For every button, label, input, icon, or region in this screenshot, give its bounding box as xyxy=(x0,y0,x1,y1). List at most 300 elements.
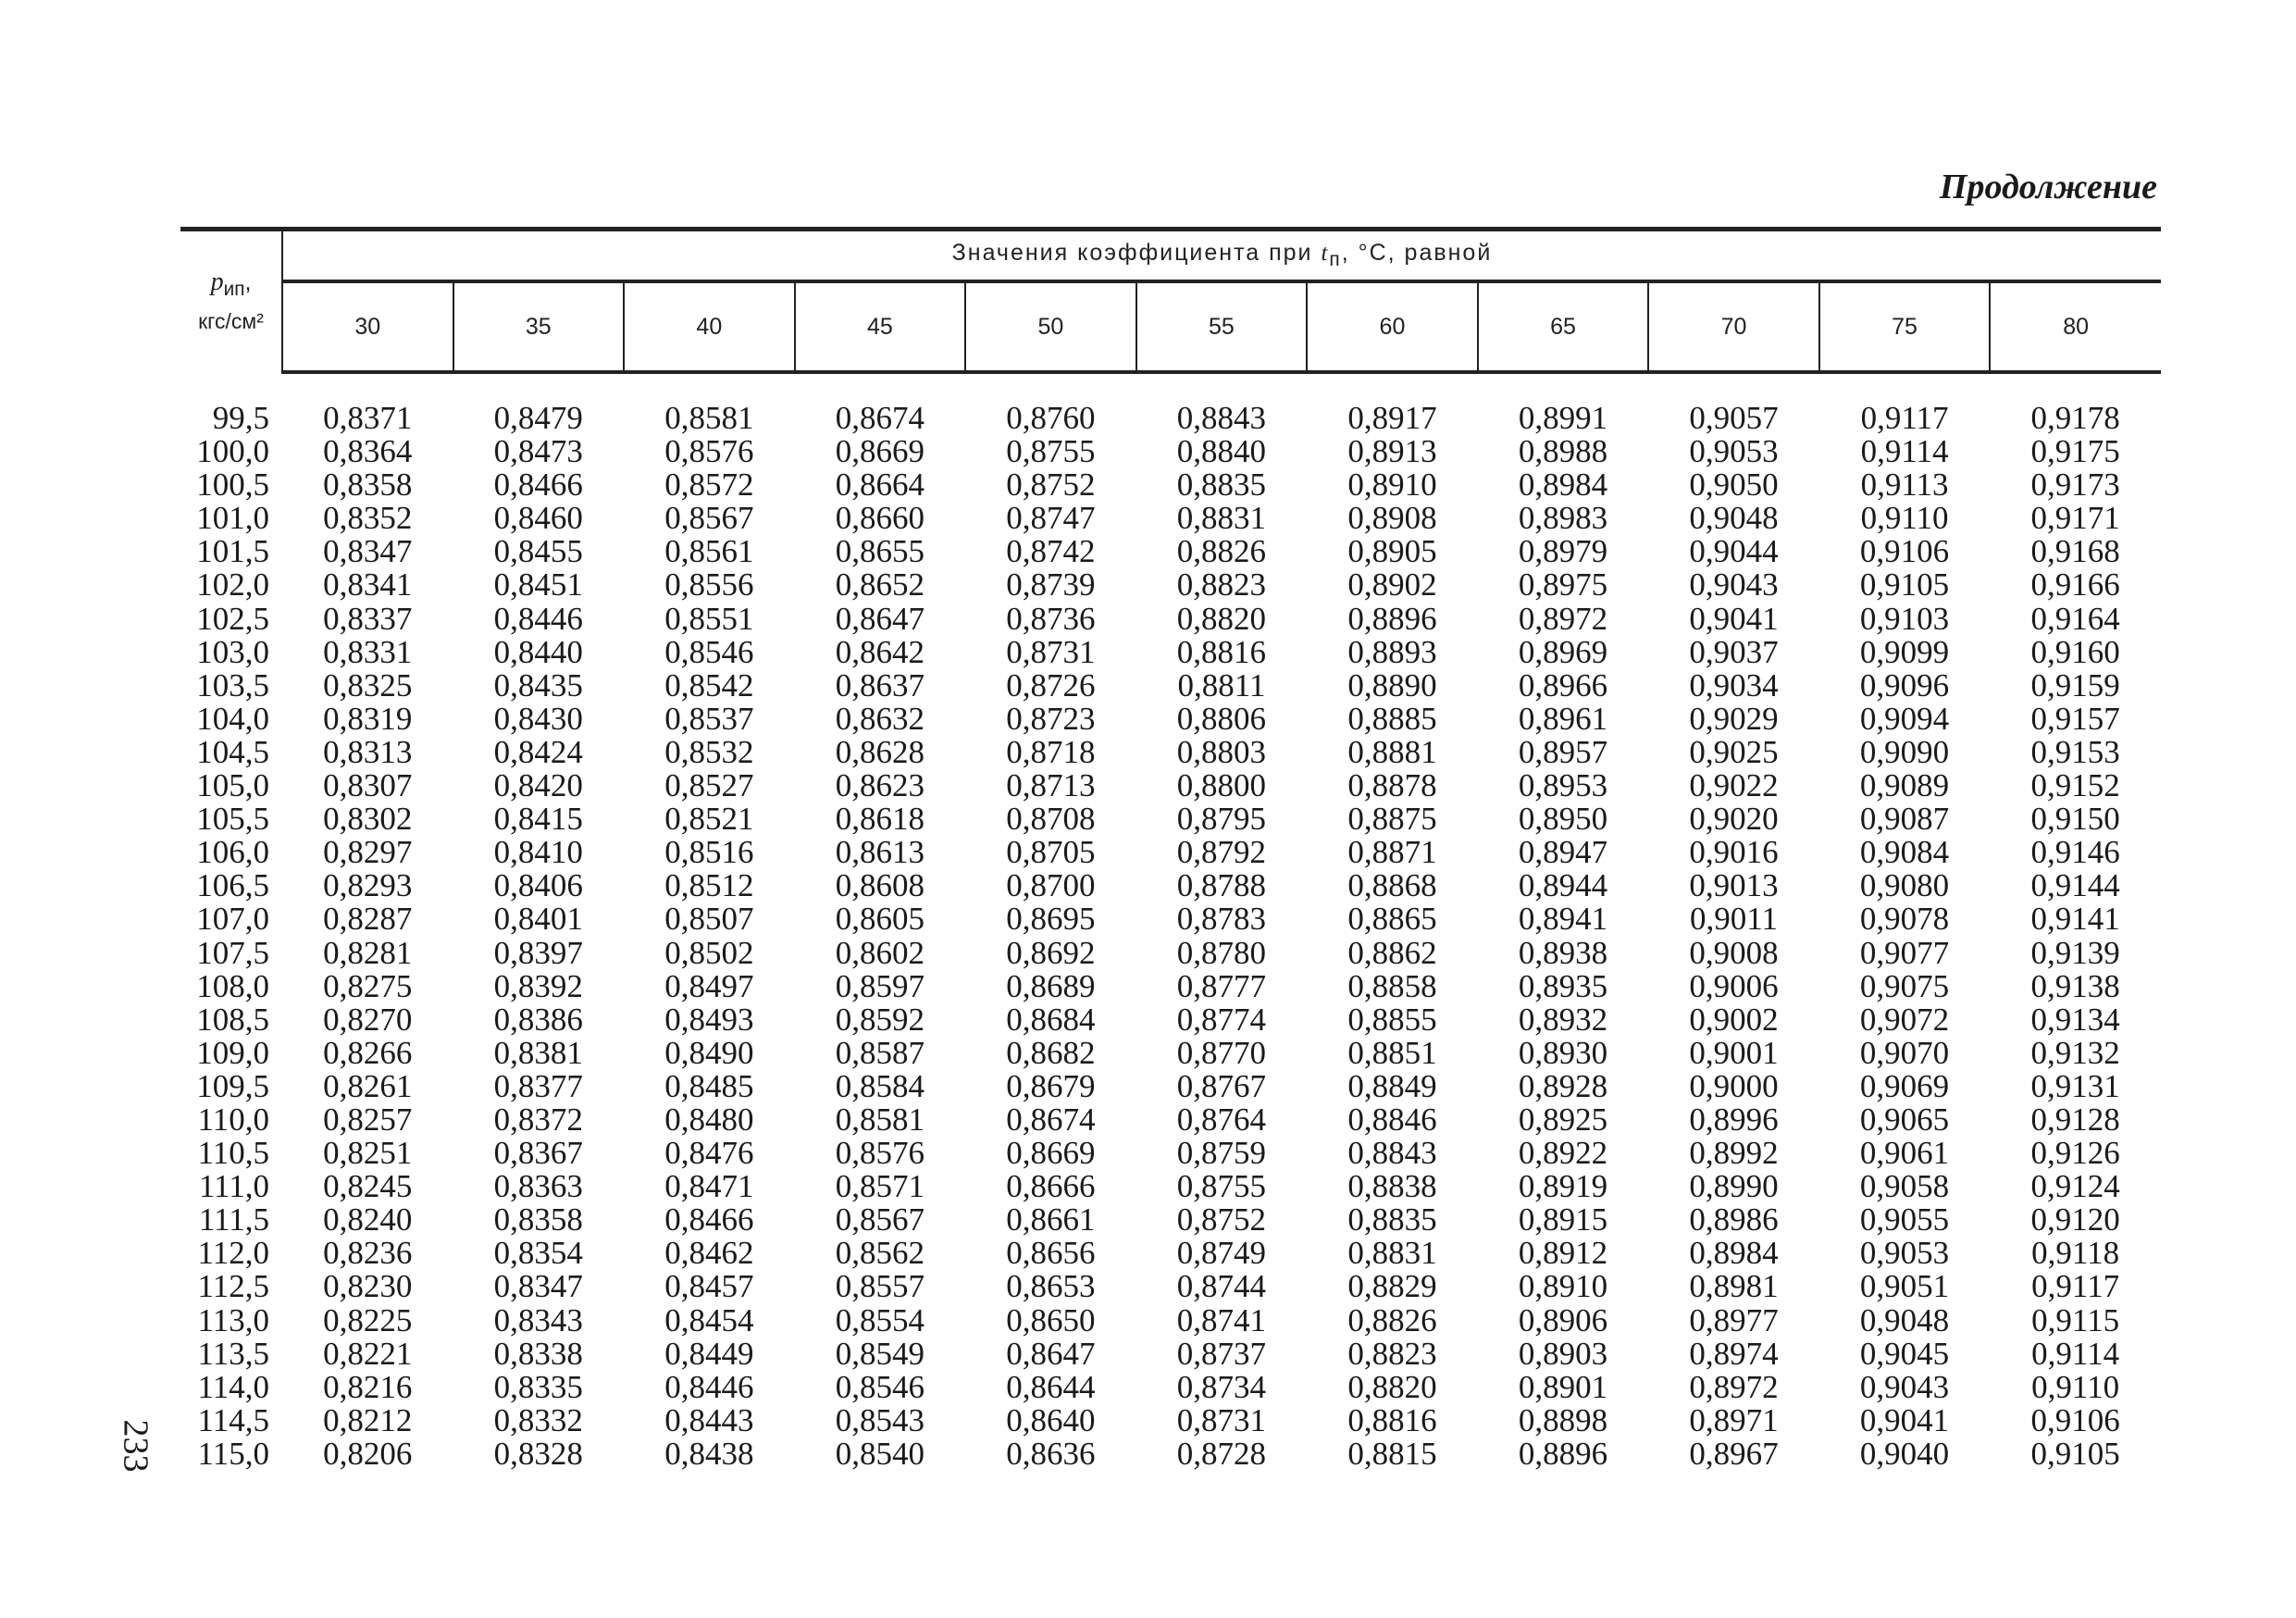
coefficient-cell: 0,8352 xyxy=(323,500,413,537)
coefficient-cell: 0,8497 xyxy=(664,967,754,1004)
temperature-symbol: t xyxy=(1321,241,1330,266)
coefficient-cell: 0,8803 xyxy=(1176,733,1267,770)
coefficient-cell: 0,9114 xyxy=(2031,1335,2120,1372)
coefficient-cell: 0,8938 xyxy=(1518,934,1608,971)
temperature-column-header: 30 xyxy=(282,281,453,372)
pressure-cell: 100,0 xyxy=(196,433,269,470)
coefficient-cell: 0,8881 xyxy=(1347,733,1437,770)
table-body xyxy=(180,372,2161,1471)
table-row xyxy=(180,1203,2161,1237)
coefficient-cell: 0,8302 xyxy=(323,801,413,838)
temperature-column-header: 70 xyxy=(1648,281,1819,372)
temperature-subscript: п xyxy=(1329,249,1342,270)
coefficient-cell: 0,8742 xyxy=(1006,533,1096,570)
table-row xyxy=(180,1438,2161,1471)
coefficient-cell: 0,8858 xyxy=(1347,967,1437,1004)
table-row xyxy=(180,736,2161,769)
coefficient-cell: 0,8726 xyxy=(1006,666,1096,703)
coefficient-cell: 0,8261 xyxy=(323,1067,413,1104)
pressure-cell: 103,0 xyxy=(196,633,269,670)
coefficient-cell: 0,8331 xyxy=(323,633,413,670)
coefficient-cell: 0,8347 xyxy=(323,533,413,570)
coefficient-cell: 0,8731 xyxy=(1176,1401,1267,1438)
coefficient-cell: 0,8281 xyxy=(323,934,413,971)
coefficient-cell: 0,8760 xyxy=(1006,400,1096,436)
coefficient-cell: 0,8788 xyxy=(1176,867,1267,904)
coefficient-cell: 0,9103 xyxy=(1859,600,1950,637)
coefficient-cell: 0,9041 xyxy=(1689,600,1779,637)
coefficient-cell: 0,9037 xyxy=(1689,633,1779,670)
coefficient-cell: 0,9114 xyxy=(1860,433,1949,470)
table-row xyxy=(180,603,2161,636)
coefficient-cell: 0,8820 xyxy=(1176,600,1267,637)
coefficient-cell: 0,8718 xyxy=(1006,733,1096,770)
coefficient-cell: 0,8537 xyxy=(664,700,754,737)
coefficient-cell: 0,8343 xyxy=(493,1301,583,1338)
coefficient-cell: 0,8354 xyxy=(493,1235,583,1272)
coefficient-cell: 0,8967 xyxy=(1689,1435,1779,1472)
coefficient-cell: 0,9043 xyxy=(1859,1368,1950,1405)
coefficient-cell: 0,8981 xyxy=(1689,1268,1779,1305)
coefficient-cell: 0,8868 xyxy=(1347,867,1437,904)
coefficient-cell: 0,8245 xyxy=(323,1168,413,1205)
coefficient-cell: 0,8780 xyxy=(1176,934,1267,971)
coefficient-cell: 0,8736 xyxy=(1006,600,1096,637)
pressure-cell: 101,0 xyxy=(196,500,269,537)
coefficient-cell: 0,9128 xyxy=(2030,1101,2120,1138)
coefficient-cell: 0,9045 xyxy=(1859,1335,1950,1372)
coefficient-cell: 0,9070 xyxy=(1859,1034,1950,1071)
coefficient-cell: 0,8335 xyxy=(493,1368,583,1405)
coefficient-cell: 0,8644 xyxy=(1006,1368,1096,1405)
pressure-cell: 102,0 xyxy=(196,566,269,604)
table-row xyxy=(180,1338,2161,1371)
coefficient-cell: 0,8851 xyxy=(1347,1034,1437,1071)
coefficient-cell: 0,8652 xyxy=(835,566,925,604)
pressure-cell: 111,0 xyxy=(198,1168,269,1205)
coefficient-cell: 0,9080 xyxy=(1859,867,1950,904)
coefficient-cell: 0,8713 xyxy=(1006,767,1096,804)
coefficient-cell: 0,8307 xyxy=(323,767,413,804)
coefficient-cell: 0,8752 xyxy=(1176,1201,1267,1238)
coefficient-cell: 0,9146 xyxy=(2030,834,2120,871)
coefficient-cell: 0,9065 xyxy=(1859,1101,1950,1138)
coefficient-cell: 0,8592 xyxy=(835,1001,925,1038)
coefficient-cell: 0,9008 xyxy=(1689,934,1779,971)
coefficient-cell: 0,9160 xyxy=(2030,633,2120,670)
temperature-column-header: 55 xyxy=(1136,281,1308,372)
coefficient-cell: 0,8913 xyxy=(1347,433,1437,470)
coefficient-cell: 0,8930 xyxy=(1518,1034,1608,1071)
coefficient-cell: 0,8764 xyxy=(1176,1101,1267,1138)
coefficient-cell: 0,8996 xyxy=(1689,1101,1779,1138)
coefficient-cell: 0,8466 xyxy=(664,1201,754,1238)
coefficient-cell: 0,8266 xyxy=(323,1034,413,1071)
coefficient-cell: 0,8576 xyxy=(664,433,754,470)
coefficient-cell: 0,8287 xyxy=(323,901,413,938)
coefficient-cell: 0,8440 xyxy=(493,633,583,670)
coefficient-cell: 0,8655 xyxy=(835,533,925,570)
coefficient-cell: 0,8542 xyxy=(664,666,754,703)
coefficient-cell: 0,8562 xyxy=(835,1235,925,1272)
coefficient-cell: 0,8755 xyxy=(1006,433,1096,470)
coefficient-cell: 0,8358 xyxy=(493,1201,583,1238)
coefficient-cell: 0,8990 xyxy=(1689,1168,1779,1205)
coefficient-cell: 0,8912 xyxy=(1518,1235,1608,1272)
coefficient-cell: 0,8460 xyxy=(493,500,583,537)
coefficient-cell: 0,8507 xyxy=(664,901,754,938)
coefficient-cell: 0,8443 xyxy=(664,1401,754,1438)
coefficient-cell: 0,8682 xyxy=(1006,1034,1096,1071)
coefficient-cell: 0,9075 xyxy=(1859,967,1950,1004)
temperature-columns-row xyxy=(180,281,2161,372)
coefficient-cell: 0,9168 xyxy=(2030,533,2120,570)
coefficient-cell: 0,8890 xyxy=(1347,666,1437,703)
coefficient-cell: 0,8490 xyxy=(664,1034,754,1071)
coefficient-cell: 0,9029 xyxy=(1689,700,1779,737)
coefficient-cell: 0,8216 xyxy=(323,1368,413,1405)
coefficient-cell: 0,8902 xyxy=(1347,566,1437,604)
coefficient-cell: 0,9006 xyxy=(1689,967,1779,1004)
pressure-cell: 109,5 xyxy=(196,1067,269,1104)
coefficient-cell: 0,8230 xyxy=(323,1268,413,1305)
coefficient-cell: 0,8636 xyxy=(1006,1435,1096,1472)
coefficient-cell: 0,8613 xyxy=(835,834,925,871)
coefficient-cell: 0,9072 xyxy=(1859,1001,1950,1038)
table-row xyxy=(180,1037,2161,1070)
coefficient-cell: 0,8749 xyxy=(1176,1235,1267,1272)
temperature-column-header: 65 xyxy=(1478,281,1649,372)
coefficient-cell: 0,8871 xyxy=(1347,834,1437,871)
coefficient-cell: 0,8747 xyxy=(1006,500,1096,537)
coefficient-cell: 0,8741 xyxy=(1176,1301,1267,1338)
coefficient-cell: 0,8618 xyxy=(835,801,925,838)
coefficient-cell: 0,8783 xyxy=(1176,901,1267,938)
coefficient-cell: 0,8512 xyxy=(664,867,754,904)
coefficient-cell: 0,8338 xyxy=(493,1335,583,1372)
coefficient-cell: 0,8800 xyxy=(1176,767,1267,804)
coefficient-cell: 0,8401 xyxy=(493,901,583,938)
pressure-cell: 110,5 xyxy=(197,1135,269,1172)
coefficient-cell: 0,8332 xyxy=(493,1401,583,1438)
coefficient-cell: 0,8705 xyxy=(1006,834,1096,871)
coefficient-cell: 0,8371 xyxy=(323,400,413,436)
coefficient-cell: 0,9043 xyxy=(1689,566,1779,604)
coefficient-cell: 0,8476 xyxy=(664,1135,754,1172)
coefficient-cell: 0,8521 xyxy=(664,801,754,838)
pressure-cell: 108,0 xyxy=(196,967,269,1004)
coefficient-cell: 0,8527 xyxy=(664,767,754,804)
coefficient-cell: 0,8893 xyxy=(1347,633,1437,670)
coefficient-cell: 0,8906 xyxy=(1518,1301,1608,1338)
pressure-cell: 112,5 xyxy=(197,1268,269,1305)
coefficient-cell: 0,8829 xyxy=(1347,1268,1437,1305)
coefficient-cell: 0,9106 xyxy=(1859,533,1950,570)
table-row xyxy=(180,669,2161,703)
coefficient-cell: 0,9117 xyxy=(1860,400,1949,436)
coefficient-cell: 0,8367 xyxy=(493,1135,583,1172)
coefficient-cell: 0,8947 xyxy=(1518,834,1608,871)
coefficient-cell: 0,8473 xyxy=(493,433,583,470)
coefficient-cell: 0,8275 xyxy=(323,967,413,1004)
coefficient-cell: 0,8293 xyxy=(323,867,413,904)
coefficient-cell: 0,9055 xyxy=(1859,1201,1950,1238)
coefficient-cell: 0,8774 xyxy=(1176,1001,1267,1038)
coefficient-cell: 0,9025 xyxy=(1689,733,1779,770)
coefficient-cell: 0,8862 xyxy=(1347,934,1437,971)
coefficient-cell: 0,8734 xyxy=(1176,1368,1267,1405)
pressure-cell: 113,5 xyxy=(197,1335,269,1372)
coefficient-cell: 0,8865 xyxy=(1347,901,1437,938)
temperature-column-header: 60 xyxy=(1307,281,1478,372)
coefficient-cell: 0,8777 xyxy=(1176,967,1267,1004)
coefficient-cell: 0,8950 xyxy=(1518,801,1608,838)
table-row xyxy=(180,1237,2161,1270)
table-row xyxy=(180,1003,2161,1037)
coefficient-cell: 0,8381 xyxy=(493,1034,583,1071)
coefficient-cell: 0,8689 xyxy=(1006,967,1096,1004)
temperature-column-header: 50 xyxy=(965,281,1136,372)
coefficient-cell: 0,8567 xyxy=(664,500,754,537)
coefficient-cell: 0,9057 xyxy=(1689,400,1779,436)
pressure-cell: 114,5 xyxy=(197,1401,269,1438)
coefficient-cell: 0,8637 xyxy=(835,666,925,703)
coefficient-cell: 0,8826 xyxy=(1347,1301,1437,1338)
coefficient-cell: 0,8811 xyxy=(1177,666,1266,703)
coefficient-cell: 0,9120 xyxy=(2030,1201,2120,1238)
coefficient-cell: 0,9105 xyxy=(1859,566,1950,604)
coefficient-table-container xyxy=(180,227,2161,1471)
coefficient-cell: 0,9020 xyxy=(1689,801,1779,838)
coefficient-cell: 0,8650 xyxy=(1006,1301,1096,1338)
coefficient-cell: 0,8935 xyxy=(1518,967,1608,1004)
coefficient-cell: 0,8928 xyxy=(1518,1067,1608,1104)
coefficient-cell: 0,8826 xyxy=(1176,533,1267,570)
coefficient-cell: 0,8905 xyxy=(1347,533,1437,570)
coefficient-cell: 0,8561 xyxy=(664,533,754,570)
coefficient-cell: 0,8576 xyxy=(835,1135,925,1172)
coefficient-cell: 0,8587 xyxy=(835,1034,925,1071)
coefficient-cell: 0,8878 xyxy=(1347,767,1437,804)
coefficient-cell: 0,8546 xyxy=(664,633,754,670)
coefficient-cell: 0,8466 xyxy=(493,467,583,504)
temperature-column-header: 40 xyxy=(624,281,795,372)
coefficient-cell: 0,8642 xyxy=(835,633,925,670)
coefficient-cell: 0,8669 xyxy=(1006,1135,1096,1172)
coefficient-cell: 0,9132 xyxy=(2030,1034,2120,1071)
coefficient-cell: 0,8815 xyxy=(1347,1435,1437,1472)
coefficient-cell: 0,8974 xyxy=(1689,1335,1779,1372)
pressure-cell: 104,0 xyxy=(196,700,269,737)
coefficient-cell: 0,8581 xyxy=(664,400,754,436)
coefficient-cell: 0,8664 xyxy=(835,467,925,504)
pressure-cell: 105,5 xyxy=(196,801,269,838)
coefficient-cell: 0,8572 xyxy=(664,467,754,504)
coefficient-cell: 0,8843 xyxy=(1176,400,1267,436)
coefficient-cell: 0,9041 xyxy=(1859,1401,1950,1438)
coefficient-cell: 0,8540 xyxy=(835,1435,925,1472)
coefficient-cell: 0,9094 xyxy=(1859,700,1950,737)
pressure-cell: 108,5 xyxy=(196,1001,269,1038)
coefficient-group-header xyxy=(282,230,2161,282)
coefficient-cell: 0,8739 xyxy=(1006,566,1096,604)
table-row xyxy=(180,1304,2161,1338)
coefficient-cell: 0,8372 xyxy=(493,1101,583,1138)
coefficient-cell: 0,8972 xyxy=(1689,1368,1779,1405)
coefficient-cell: 0,9157 xyxy=(2030,700,2120,737)
coefficient-cell: 0,9134 xyxy=(2030,1001,2120,1038)
coefficient-cell: 0,8692 xyxy=(1006,934,1096,971)
coefficient-cell: 0,8221 xyxy=(323,1335,413,1372)
coefficient-cell: 0,8386 xyxy=(493,1001,583,1038)
coefficient-cell: 0,8363 xyxy=(493,1168,583,1205)
coefficient-cell: 0,8457 xyxy=(664,1268,754,1305)
coefficient-cell: 0,9131 xyxy=(2030,1067,2120,1104)
coefficient-cell: 0,8206 xyxy=(323,1435,413,1472)
pressure-cell: 99,5 xyxy=(212,400,269,436)
coefficient-cell: 0,8896 xyxy=(1518,1435,1608,1472)
coefficient-cell: 0,9001 xyxy=(1689,1034,1779,1071)
pressure-cell: 102,5 xyxy=(196,600,269,637)
coefficient-cell: 0,8225 xyxy=(323,1301,413,1338)
coefficient-cell: 0,8991 xyxy=(1518,400,1608,436)
table-row xyxy=(180,1170,2161,1203)
coefficient-cell: 0,8319 xyxy=(323,700,413,737)
coefficient-cell: 0,8823 xyxy=(1347,1335,1437,1372)
coefficient-cell: 0,8485 xyxy=(664,1067,754,1104)
coefficient-cell: 0,8792 xyxy=(1176,834,1267,871)
coefficient-cell: 0,8840 xyxy=(1176,433,1267,470)
coefficient-cell: 0,8838 xyxy=(1347,1168,1437,1205)
table-row xyxy=(180,1137,2161,1170)
table-row xyxy=(180,1404,2161,1438)
coefficient-cell: 0,8251 xyxy=(323,1135,413,1172)
table-row xyxy=(180,703,2161,736)
coefficient-cell: 0,9171 xyxy=(2030,500,2120,537)
coefficient-cell: 0,9087 xyxy=(1859,801,1950,838)
coefficient-cell: 0,8653 xyxy=(1006,1268,1096,1305)
coefficient-cell: 0,8236 xyxy=(323,1235,413,1272)
coefficient-cell: 0,8358 xyxy=(323,467,413,504)
coefficient-cell: 0,8723 xyxy=(1006,700,1096,737)
table-row xyxy=(180,535,2161,568)
coefficient-cell: 0,9090 xyxy=(1859,733,1950,770)
coefficient-cell: 0,9150 xyxy=(2030,801,2120,838)
coefficient-cell: 0,8728 xyxy=(1176,1435,1267,1472)
coefficient-cell: 0,8337 xyxy=(323,600,413,637)
coefficient-cell: 0,8623 xyxy=(835,767,925,804)
coefficient-cell: 0,8901 xyxy=(1518,1368,1608,1405)
coefficient-cell: 0,8843 xyxy=(1347,1135,1437,1172)
coefficient-cell: 0,8446 xyxy=(664,1368,754,1405)
coefficient-cell: 0,8744 xyxy=(1176,1268,1267,1305)
table-row xyxy=(180,468,2161,502)
coefficient-cell: 0,8462 xyxy=(664,1235,754,1272)
pressure-cell: 104,5 xyxy=(196,733,269,770)
coefficient-cell: 0,9126 xyxy=(2030,1135,2120,1172)
temperature-column-header: 35 xyxy=(453,281,625,372)
coefficient-cell: 0,8410 xyxy=(493,834,583,871)
coefficient-cell: 0,8567 xyxy=(835,1201,925,1238)
coefficient-cell: 0,8700 xyxy=(1006,867,1096,904)
coefficient-cell: 0,8695 xyxy=(1006,901,1096,938)
coefficient-cell: 0,8493 xyxy=(664,1001,754,1038)
coefficient-cell: 0,8831 xyxy=(1347,1235,1437,1272)
coefficient-cell: 0,8737 xyxy=(1176,1335,1267,1372)
coefficient-cell: 0,8835 xyxy=(1176,467,1267,504)
coefficient-cell: 0,9139 xyxy=(2030,934,2120,971)
table-row xyxy=(180,836,2161,869)
table-row xyxy=(180,568,2161,602)
coefficient-cell: 0,8957 xyxy=(1518,733,1608,770)
coefficient-cell: 0,8846 xyxy=(1347,1101,1437,1138)
pressure-cell: 100,5 xyxy=(196,467,269,504)
coefficient-cell: 0,8471 xyxy=(664,1168,754,1205)
coefficient-cell: 0,9078 xyxy=(1859,901,1950,938)
coefficient-cell: 0,8922 xyxy=(1518,1135,1608,1172)
coefficient-cell: 0,8806 xyxy=(1176,700,1267,737)
table-row xyxy=(180,1371,2161,1404)
table-row xyxy=(180,1070,2161,1103)
coefficient-cell: 0,9175 xyxy=(2030,433,2120,470)
coefficient-cell: 0,8684 xyxy=(1006,1001,1096,1038)
coefficient-cell: 0,9011 xyxy=(1690,901,1778,938)
coefficient-cell: 0,8480 xyxy=(664,1101,754,1138)
coefficient-cell: 0,9144 xyxy=(2030,867,2120,904)
coefficient-cell: 0,8257 xyxy=(323,1101,413,1138)
coefficient-cell: 0,8640 xyxy=(1006,1401,1096,1438)
coefficient-cell: 0,8969 xyxy=(1518,633,1608,670)
coefficient-cell: 0,8795 xyxy=(1176,801,1267,838)
coefficient-cell: 0,8679 xyxy=(1006,1067,1096,1104)
coefficient-cell: 0,8632 xyxy=(835,700,925,737)
coefficient-cell: 0,9053 xyxy=(1859,1235,1950,1272)
pressure-cell: 113,0 xyxy=(197,1301,269,1338)
coefficient-cell: 0,9178 xyxy=(2030,400,2120,436)
coefficient-cell: 0,8961 xyxy=(1518,700,1608,737)
coefficient-cell: 0,8752 xyxy=(1006,467,1096,504)
coefficient-cell: 0,9040 xyxy=(1859,1435,1950,1472)
coefficient-cell: 0,9013 xyxy=(1689,867,1779,904)
coefficient-cell: 0,8438 xyxy=(664,1435,754,1472)
coefficient-cell: 0,8979 xyxy=(1518,533,1608,570)
table-row xyxy=(180,402,2161,435)
coefficient-cell: 0,8297 xyxy=(323,834,413,871)
coefficient-cell: 0,9061 xyxy=(1859,1135,1950,1172)
pressure-cell: 111,5 xyxy=(198,1201,269,1238)
coefficient-cell: 0,9069 xyxy=(1859,1067,1950,1104)
coefficient-cell: 0,9089 xyxy=(1859,767,1950,804)
coefficient-cell: 0,8240 xyxy=(323,1201,413,1238)
coefficient-cell: 0,9159 xyxy=(2030,666,2120,703)
coefficient-cell: 0,8602 xyxy=(835,934,925,971)
pressure-cell: 103,5 xyxy=(196,666,269,703)
coefficient-cell: 0,8896 xyxy=(1347,600,1437,637)
coefficient-cell: 0,8516 xyxy=(664,834,754,871)
coefficient-cell: 0,8397 xyxy=(493,934,583,971)
coefficient-cell: 0,8430 xyxy=(493,700,583,737)
coefficient-cell: 0,9118 xyxy=(2031,1235,2120,1272)
coefficient-cell: 0,9138 xyxy=(2030,967,2120,1004)
pressure-cell: 112,0 xyxy=(197,1235,269,1272)
coefficient-cell: 0,9002 xyxy=(1689,1001,1779,1038)
coefficient-cell: 0,9022 xyxy=(1689,767,1779,804)
coefficient-cell: 0,9096 xyxy=(1859,666,1950,703)
coefficient-cell: 0,8953 xyxy=(1518,767,1608,804)
coefficient-cell: 0,8454 xyxy=(664,1301,754,1338)
coefficient-cell: 0,9077 xyxy=(1859,934,1950,971)
coefficient-cell: 0,8557 xyxy=(835,1268,925,1305)
